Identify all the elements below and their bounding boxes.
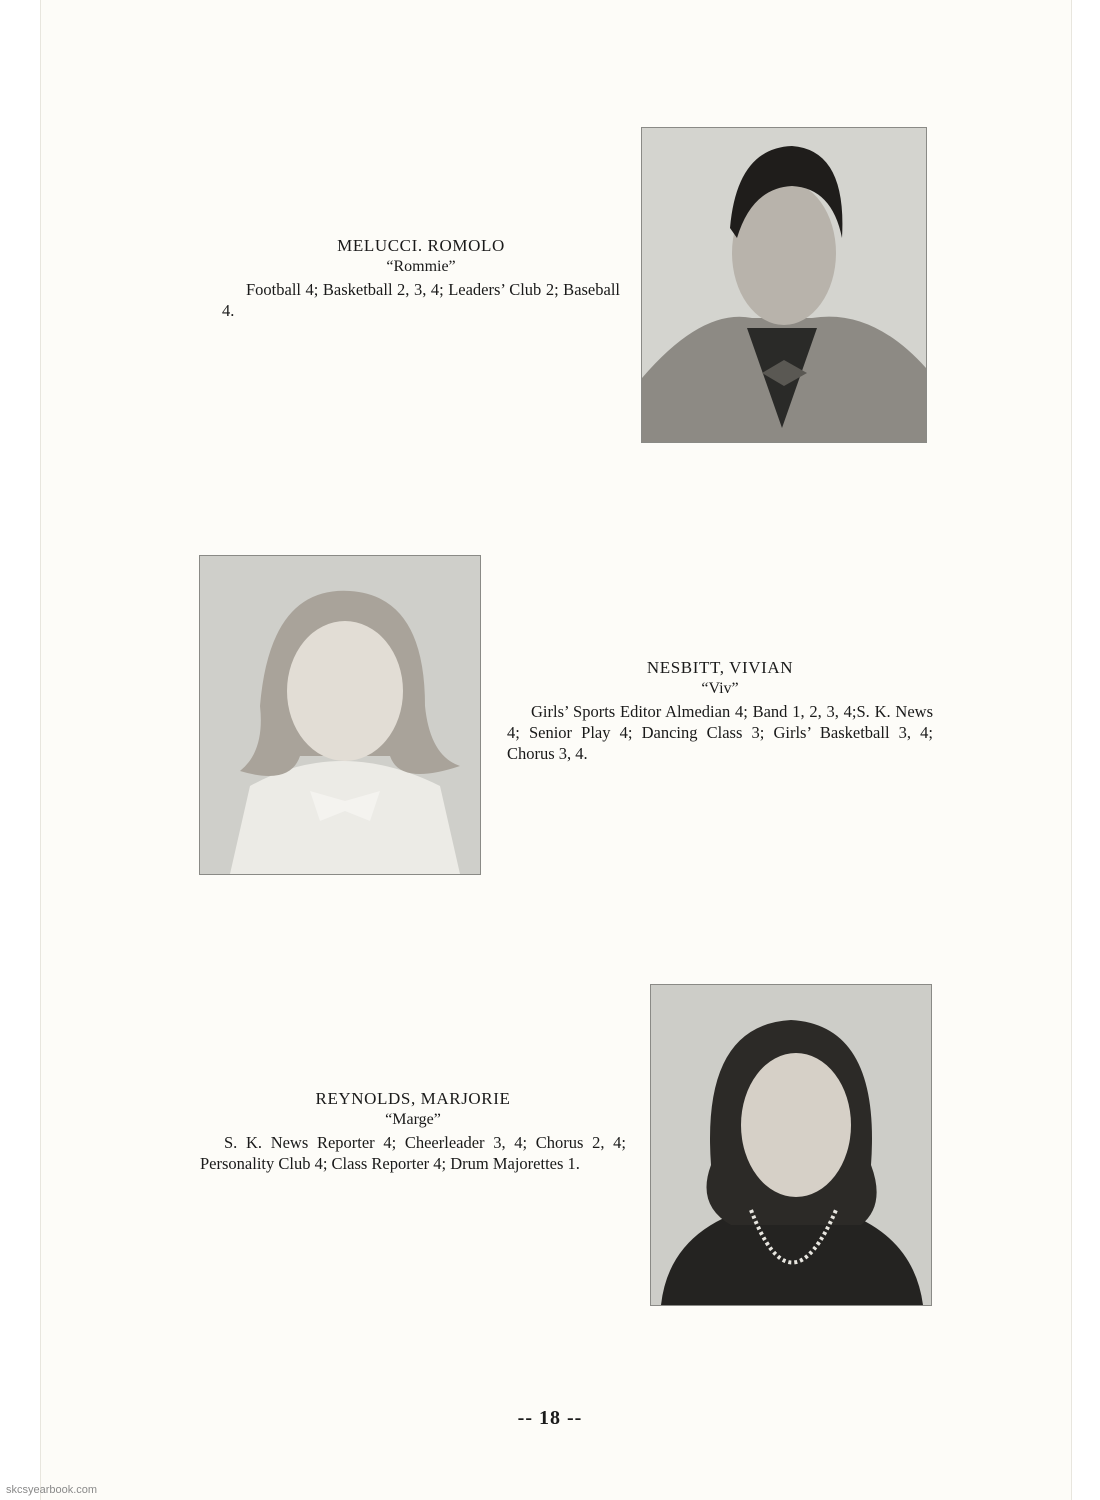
student-name: MELUCCI. ROMOLO xyxy=(337,236,505,255)
student-nickname: “Marge” xyxy=(385,1111,441,1128)
student-name: REYNOLDS, MARJORIE xyxy=(315,1089,511,1108)
student-portrait-reynolds xyxy=(650,984,932,1306)
student-activities: Girls’ Sports Editor Almedian 4; Band 1, 2, 3, 4;S. K. News 4; Senior Play 4; Dancing Class 3; Girls’ Basketball 3, 4; Chorus 3, 4. xyxy=(507,702,933,763)
student-name: NESBITT, VIVIAN xyxy=(646,658,794,677)
student-portrait-nesbitt xyxy=(199,555,481,875)
student-portrait-melucci xyxy=(641,127,927,443)
student-entry-reynolds xyxy=(200,1089,626,1174)
student-activities: Football 4; Basketball 2, 3, 4; Leaders’ Club 2; Baseball 4. xyxy=(222,280,620,320)
watermark: skcsyearbook.com xyxy=(6,1484,98,1496)
student-nickname: “Viv” xyxy=(701,680,739,697)
student-entry-nesbitt xyxy=(507,658,933,764)
student-entry-melucci xyxy=(222,236,620,321)
student-nickname: “Rommie” xyxy=(386,258,456,275)
student-activities: S. K. News Reporter 4; Cheerleader 3, 4; Chorus 2, 4; Personality Club 4; Class Reporter 4; Drum Majorettes 1. xyxy=(200,1133,626,1173)
page-number: -- 18 -- xyxy=(517,1407,583,1429)
